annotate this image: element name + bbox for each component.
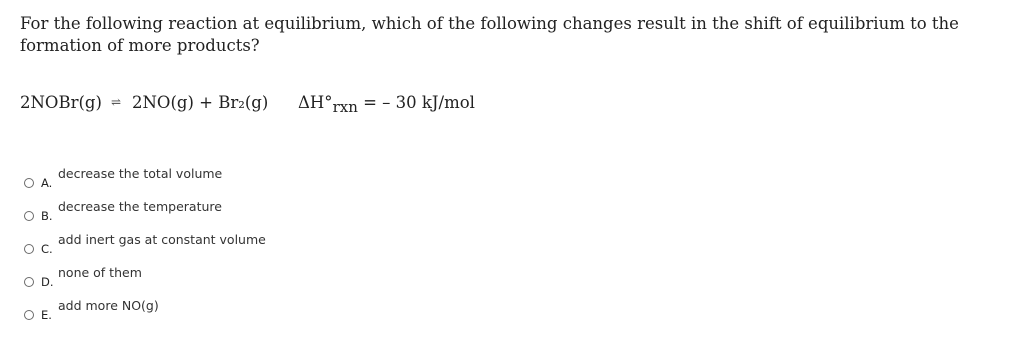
radio-button[interactable]: [24, 244, 34, 254]
enthalpy-value: = – 30 kJ/mol: [357, 93, 475, 112]
option-text[interactable]: add more NO(g): [58, 298, 159, 313]
option-e[interactable]: [24, 296, 424, 329]
option-letter: A.: [41, 176, 53, 190]
radio-button[interactable]: [24, 178, 34, 188]
option-letter: E.: [41, 308, 52, 322]
option-d[interactable]: [24, 263, 424, 296]
question-prompt: For the following reaction at equilibrium, which of the following changes result in the shift of equilibrium to the formation of more products?: [20, 14, 959, 55]
option-text[interactable]: add inert gas at constant volume: [58, 232, 266, 247]
answer-options: [24, 164, 424, 329]
enthalpy-subscript: rxn: [332, 98, 358, 116]
option-c[interactable]: [24, 230, 424, 263]
option-b[interactable]: [24, 197, 424, 230]
option-a[interactable]: [24, 164, 424, 197]
enthalpy-symbol: ΔH°: [298, 93, 333, 112]
equilibrium-arrow-icon: ⇌: [111, 95, 122, 109]
option-letter: C.: [41, 242, 53, 256]
enthalpy-change: [298, 93, 475, 116]
products: 2NO(g) + Br₂(g): [132, 93, 269, 112]
radio-button[interactable]: [24, 211, 34, 221]
option-text[interactable]: none of them: [58, 265, 142, 280]
option-text[interactable]: decrease the temperature: [58, 199, 222, 214]
reactant: 2NOBr(g): [20, 93, 102, 112]
radio-button[interactable]: [24, 277, 34, 287]
option-letter: D.: [41, 275, 54, 289]
radio-button[interactable]: [24, 310, 34, 320]
option-letter: B.: [41, 209, 53, 223]
option-text[interactable]: decrease the total volume: [58, 166, 223, 181]
